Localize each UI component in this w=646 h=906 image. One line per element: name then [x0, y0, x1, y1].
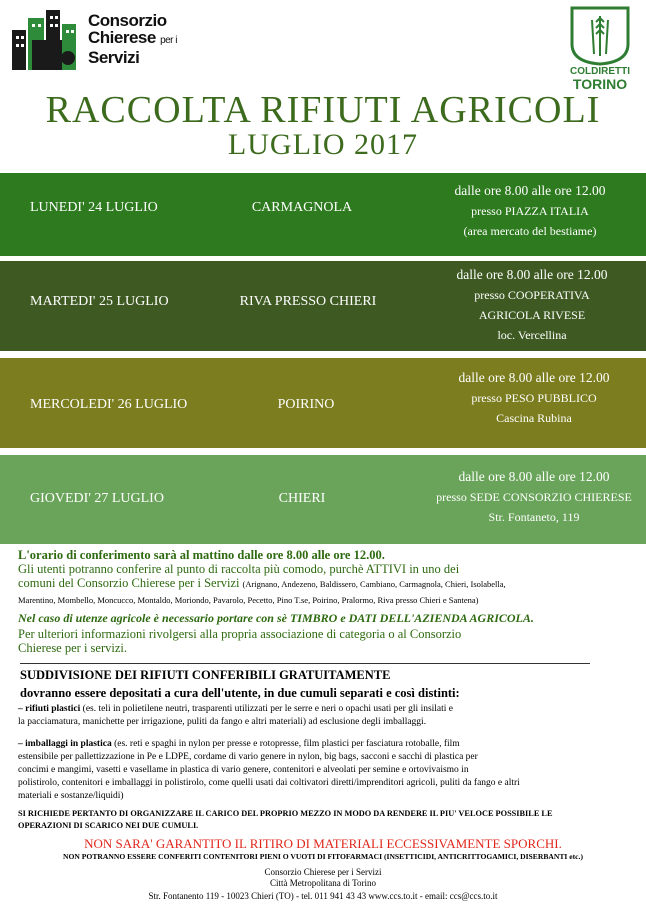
comuni-list-2: Marentino, Mombello, Moncucco, Montaldo, Moriondo, Pavarolo, Pecetto, Pino T.se, Poirino, Pralormo, Riva presso Chieri e Santena) [18, 595, 479, 605]
schedule-info [420, 181, 640, 241]
partner-name: COLDIRETTI [570, 66, 630, 77]
schedule-day: GIOVEDI' 27 LUGLIO [30, 491, 164, 506]
org-line-2: Chierese [88, 28, 156, 47]
consorzio-logo [12, 10, 222, 70]
schedule-place: presso SEDE CONSORZIO CHIERESE [436, 490, 632, 504]
packaging-text-5: materiali e sostanze/liquidi) [18, 791, 124, 801]
comuni-list-1: (Arignano, Andezeno, Baldissero, Cambiano, Carmagnola, Chieri, Isolabella, [242, 579, 506, 589]
waste-subheading: dovranno essere depositati a cura dell'utente, in due cumuli separati e così distinti: [20, 686, 460, 700]
packaging-text-4: polistirolo, contenitori e imballaggi in polistirolo, come quelli usati dai coltivatori diretti/imprenditori agricoli, puliti da fango e altri [18, 778, 520, 788]
org-line-3: Servizi [88, 48, 140, 67]
schedule-day: MERCOLEDI' 26 LUGLIO [30, 397, 188, 412]
plastics-text-1: (es. teli in polietilene neutri, trasparenti utilizzati per le serre e neri o opachi usati per gli insilati e [82, 704, 454, 714]
packaging-text-3: concimi e mangimi, vasetti e vasellame in plastica di vario genere, contenitori e alveolati per semine e ortovivaismo in [18, 765, 469, 775]
timbro-note: Nel caso di utenze agricole è necessario portare con sè TIMBRO e DATI DELL'AZIENDA AGRICOLA. [18, 611, 534, 625]
wheat-shield-icon [564, 4, 636, 66]
packaging-item [18, 738, 628, 803]
schedule-detail: (area mercato del bestiame) [463, 224, 597, 238]
packaging-label: – imballaggi in plastica [18, 739, 112, 749]
schedule-place-2: AGRICOLA RIVESE [478, 308, 586, 322]
schedule-row-poirino [0, 358, 646, 448]
org-line-1: Consorzio [88, 11, 167, 30]
schedule-info [422, 265, 642, 345]
footer-area: Città Metropolitana di Torino [270, 878, 376, 888]
waste-heading: SUDDIVISIONE DEI RIFIUTI CONFERIBILI GRATUITAMENTE [20, 668, 391, 682]
plastics-text-2: la pacciamatura, manichette per irrigazione, puliti da fango e altri materiali) ad esclusione degli imballaggi. [18, 717, 427, 727]
schedule-info [424, 467, 644, 527]
page-title: RACCOLTA RIFIUTI AGRICOLI [45, 89, 601, 131]
schedule-row-carmagnola [0, 173, 646, 256]
schedule-town: RIVA PRESSO CHIERI [239, 294, 377, 309]
schedule-place: presso COOPERATIVA [474, 288, 590, 302]
request-note [18, 808, 628, 832]
request-text-2: OPERAZIONI DI SCARICO NEI DUE CUMULI. [18, 821, 199, 830]
schedule-row-chieri [0, 455, 646, 544]
orario-note: L'orario di conferimento sarà al mattino dalle ore 8.00 alle ore 12.00. [18, 548, 385, 562]
schedule-detail: Cascina Rubina [496, 411, 572, 425]
schedule-hours: dalle ore 8.00 alle ore 12.00 [458, 469, 610, 484]
conferire-note-2 [18, 576, 628, 591]
schedule-hours: dalle ore 8.00 alle ore 12.00 [458, 370, 610, 385]
packaging-text-2: estensibile per pallettizzazione in Pe e LDPE, cordame di vario genere in nylon, big bags, sacconi e sacchi di plastica per [18, 752, 478, 762]
consorzio-name [88, 12, 177, 66]
schedule-town: POIRINO [277, 397, 335, 412]
schedule-town: CHIERI [278, 491, 326, 506]
schedule-info [424, 368, 644, 428]
footer-contacts: Str. Fontanento 119 - 10023 Chieri (TO) - tel. 011 941 43 43 www.ccs.to.it - email: ccs@ccs.to.it [148, 891, 498, 901]
footer-org: Consorzio Chierese per i Servizi [264, 867, 382, 877]
schedule-day: LUNEDI' 24 LUGLIO [30, 200, 158, 215]
schedule-day: MARTEDI' 25 LUGLIO [30, 294, 169, 309]
info-note-1: Per ulteriori informazioni rivolgersi alla propria associazione di categoria o al Consorzio [18, 627, 462, 641]
plastics-label: – rifiuti plastici [18, 704, 81, 714]
org-line-2-small: per i [160, 35, 178, 46]
no-containers-note: NON POTRANNO ESSERE CONFERITI CONTENITORI PIENI O VUOTI DI FITOFARMACI (INSETTICIDI, ANTICRITTOGAMICI, DISERBANTI etc.) [63, 852, 583, 861]
schedule-row-riva [0, 261, 646, 351]
plastics-item [18, 703, 628, 729]
packaging-text-1: (es. reti e spaghi in nylon per presse e rotopresse, film plastici per fasciatura rotoballe, film [114, 739, 460, 749]
schedule-town: CARMAGNOLA [251, 200, 353, 215]
conferire-note-2-text: comuni del Consorzio Chierese per i Servizi [18, 576, 240, 590]
schedule-place: presso PIAZZA ITALIA [471, 204, 589, 218]
section-divider [20, 663, 590, 664]
partner-city: TORINO [572, 76, 628, 92]
schedule-hours: dalle ore 8.00 alle ore 12.00 [456, 267, 608, 282]
schedule-detail: Str. Fontaneto, 119 [488, 510, 580, 524]
conferire-note-1: Gli utenti potranno conferire al punto di raccolta più comodo, purchè ATTIVI in uno dei [18, 562, 460, 576]
warning-note: NON SARA' GARANTITO IL RITIRO DI MATERIALI ECCESSIVAMENTE SPORCHI. [84, 836, 562, 851]
city-blocks-icon [12, 10, 84, 70]
coldiretti-logo [564, 4, 636, 96]
schedule-place: presso PESO PUBBLICO [471, 391, 597, 405]
page-subtitle: LUGLIO 2017 [227, 128, 419, 161]
schedule-detail: loc. Vercellina [497, 328, 567, 342]
request-text-1: SI RICHIEDE PERTANTO DI ORGANIZZARE IL CARICO DEL PROPRIO MEZZO IN MODO DA RENDERE IL PIU' VELOCE POSSIBILE LE [18, 809, 553, 818]
info-note-2: Chierese per i servizi. [18, 641, 127, 655]
schedule-hours: dalle ore 8.00 alle ore 12.00 [454, 183, 606, 198]
